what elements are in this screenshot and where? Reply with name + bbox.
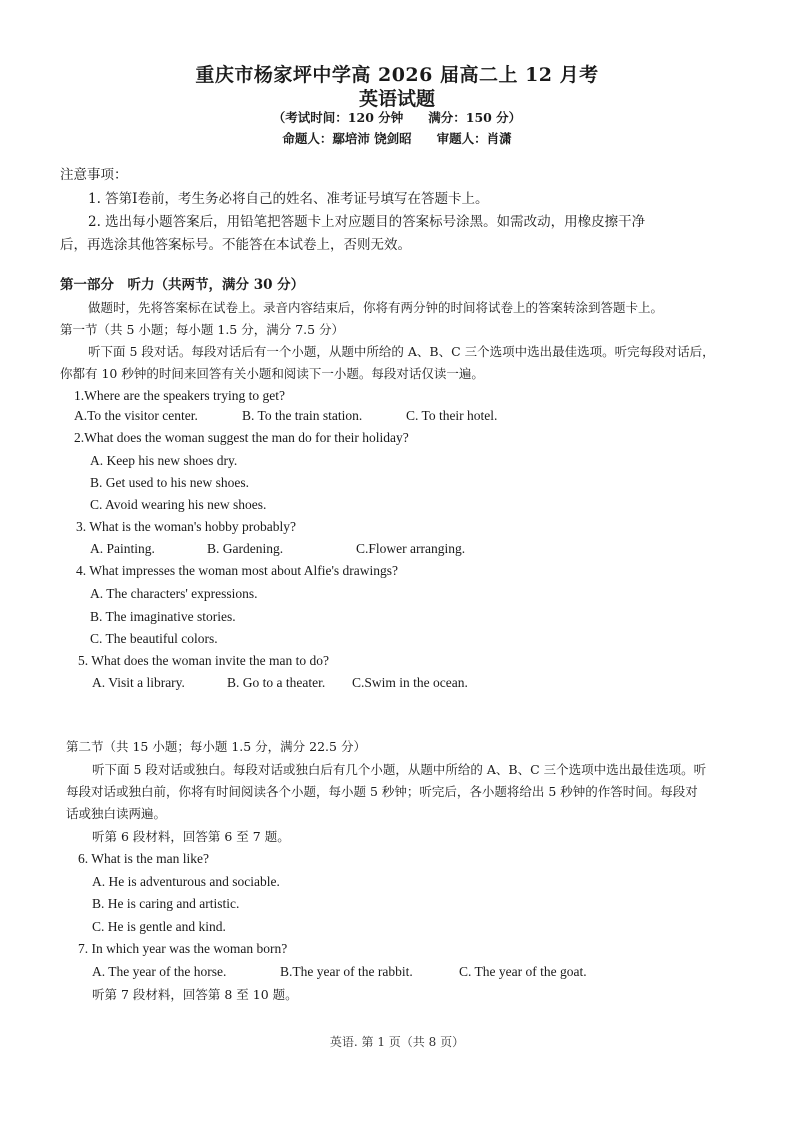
question-4-option-c: C. The beautiful colors. [90, 631, 218, 646]
option-a: A. The year of the horse. [92, 964, 227, 979]
option-a: A. Painting. [90, 541, 155, 556]
section1-intro-line-1: 听下面 5 段对话。每段对话后有一个小题，从题中所给的 A、B、C 三个选项中选出最佳选项。听完每段对话后， [88, 344, 715, 359]
material-6-note: 听第 6 段材料，回答第 6 至 7 题。 [92, 829, 290, 844]
question-3: 3. What is the woman's hobby probably? [76, 519, 297, 534]
question-7: 7. In which year was the woman born? [78, 941, 288, 956]
question-2-option-b: B. Get used to his new shoes. [90, 475, 249, 490]
notes-item-1: 1. 答第Ⅰ卷前，考生务必将自己的姓名、准考证号填写在答题卡上。 [88, 191, 489, 207]
option-a: A. Visit a library. [92, 675, 185, 690]
option-b: B. Go to a theater. [227, 675, 326, 690]
material-7-note: 听第 7 段材料，回答第 8 至 10 题。 [92, 987, 298, 1002]
question-2-option-a: A. Keep his new shoes dry. [90, 453, 238, 468]
option-c: C.Swim in the ocean. [352, 675, 468, 690]
page-footer: 英语. 第 1 页（共 8 页） [329, 1035, 465, 1049]
question-4-option-b: B. The imaginative stories. [90, 609, 236, 624]
option-c: C. The year of the goat. [459, 964, 587, 979]
question-1-options [74, 406, 574, 426]
question-5: 5. What does the woman invite the man to do? [78, 653, 329, 668]
question-6-option-a: A. He is adventurous and sociable. [92, 874, 280, 889]
question-5-options [92, 673, 592, 693]
section2-intro-line-3: 话或独白读两遍。 [66, 806, 167, 821]
question-2-option-c: C. Avoid wearing his new shoes. [90, 497, 267, 512]
notes-item-2-line-2: 后，再选涂其他答案标号。不能答在本试卷上，否则无效。 [60, 237, 411, 253]
question-6: 6. What is the man like? [78, 851, 209, 866]
question-3-options [90, 539, 590, 559]
exam-authors: 命题人：鄢培沛 饶剑昭 审题人：肖潇 [282, 131, 512, 146]
section2-heading: 第二节（共 15 小题；每小题 1.5 分，满分 22.5 分） [66, 739, 366, 754]
page-title: 重庆市杨家坪中学高 2026 届高二上 12 月考 [195, 64, 599, 86]
question-1: 1.Where are the speakers trying to get? [74, 388, 286, 403]
part1-intro: 做题时，先将答案标在试卷上。录音内容结束后，你将有两分钟的时间将试卷上的答案转涂到答题卡上。 [88, 300, 664, 315]
option-b: B. To the train station. [242, 408, 363, 423]
question-4: 4. What impresses the woman most about Alfie's drawings? [76, 563, 399, 578]
section2-intro-line-1: 听下面 5 段对话或独白。每段对话或独白后有几个小题，从题中所给的 A、B、C 三个选项中选出最佳选项。听 [92, 762, 707, 777]
question-4-option-a: A. The characters' expressions. [90, 586, 258, 601]
question-6-option-c: C. He is gentle and kind. [92, 919, 226, 934]
option-b: B. Gardening. [207, 541, 284, 556]
section1-intro-line-2: 你都有 10 秒钟的时间来回答有关小题和阅读下一小题。每段对话仅读一遍。 [60, 366, 484, 381]
exam-info: （考试时间：120 分钟 满分：150 分） [272, 110, 522, 125]
question-7-options [92, 962, 612, 982]
option-c: C. To their hotel. [406, 408, 498, 423]
notes-item-2-line-1: 2. 选出每小题答案后，用铅笔把答题卡上对应题目的答案标号涂黑。如需改动，用橡皮擦干净 [88, 214, 646, 230]
option-a: A.To the visitor center. [74, 408, 198, 423]
part1-heading: 第一部分 听力（共两节，满分 30 分） [60, 277, 305, 293]
page-subtitle: 英语试题 [358, 88, 435, 110]
section1-heading: 第一节（共 5 小题；每小题 1.5 分，满分 7.5 分） [60, 322, 345, 337]
notes-heading: 注意事项： [60, 167, 128, 183]
option-c: C.Flower arranging. [356, 541, 466, 556]
question-2: 2.What does the woman suggest the man do for their holiday? [74, 430, 409, 445]
section2-intro-line-2: 每段对话或独白前，你将有时间阅读各个小题，每小题 5 秒钟；听完后，各小题将给出 5 秒钟的作答时间。每段对 [66, 784, 698, 799]
question-6-option-b: B. He is caring and artistic. [92, 896, 240, 911]
option-b: B.The year of the rabbit. [280, 964, 413, 979]
